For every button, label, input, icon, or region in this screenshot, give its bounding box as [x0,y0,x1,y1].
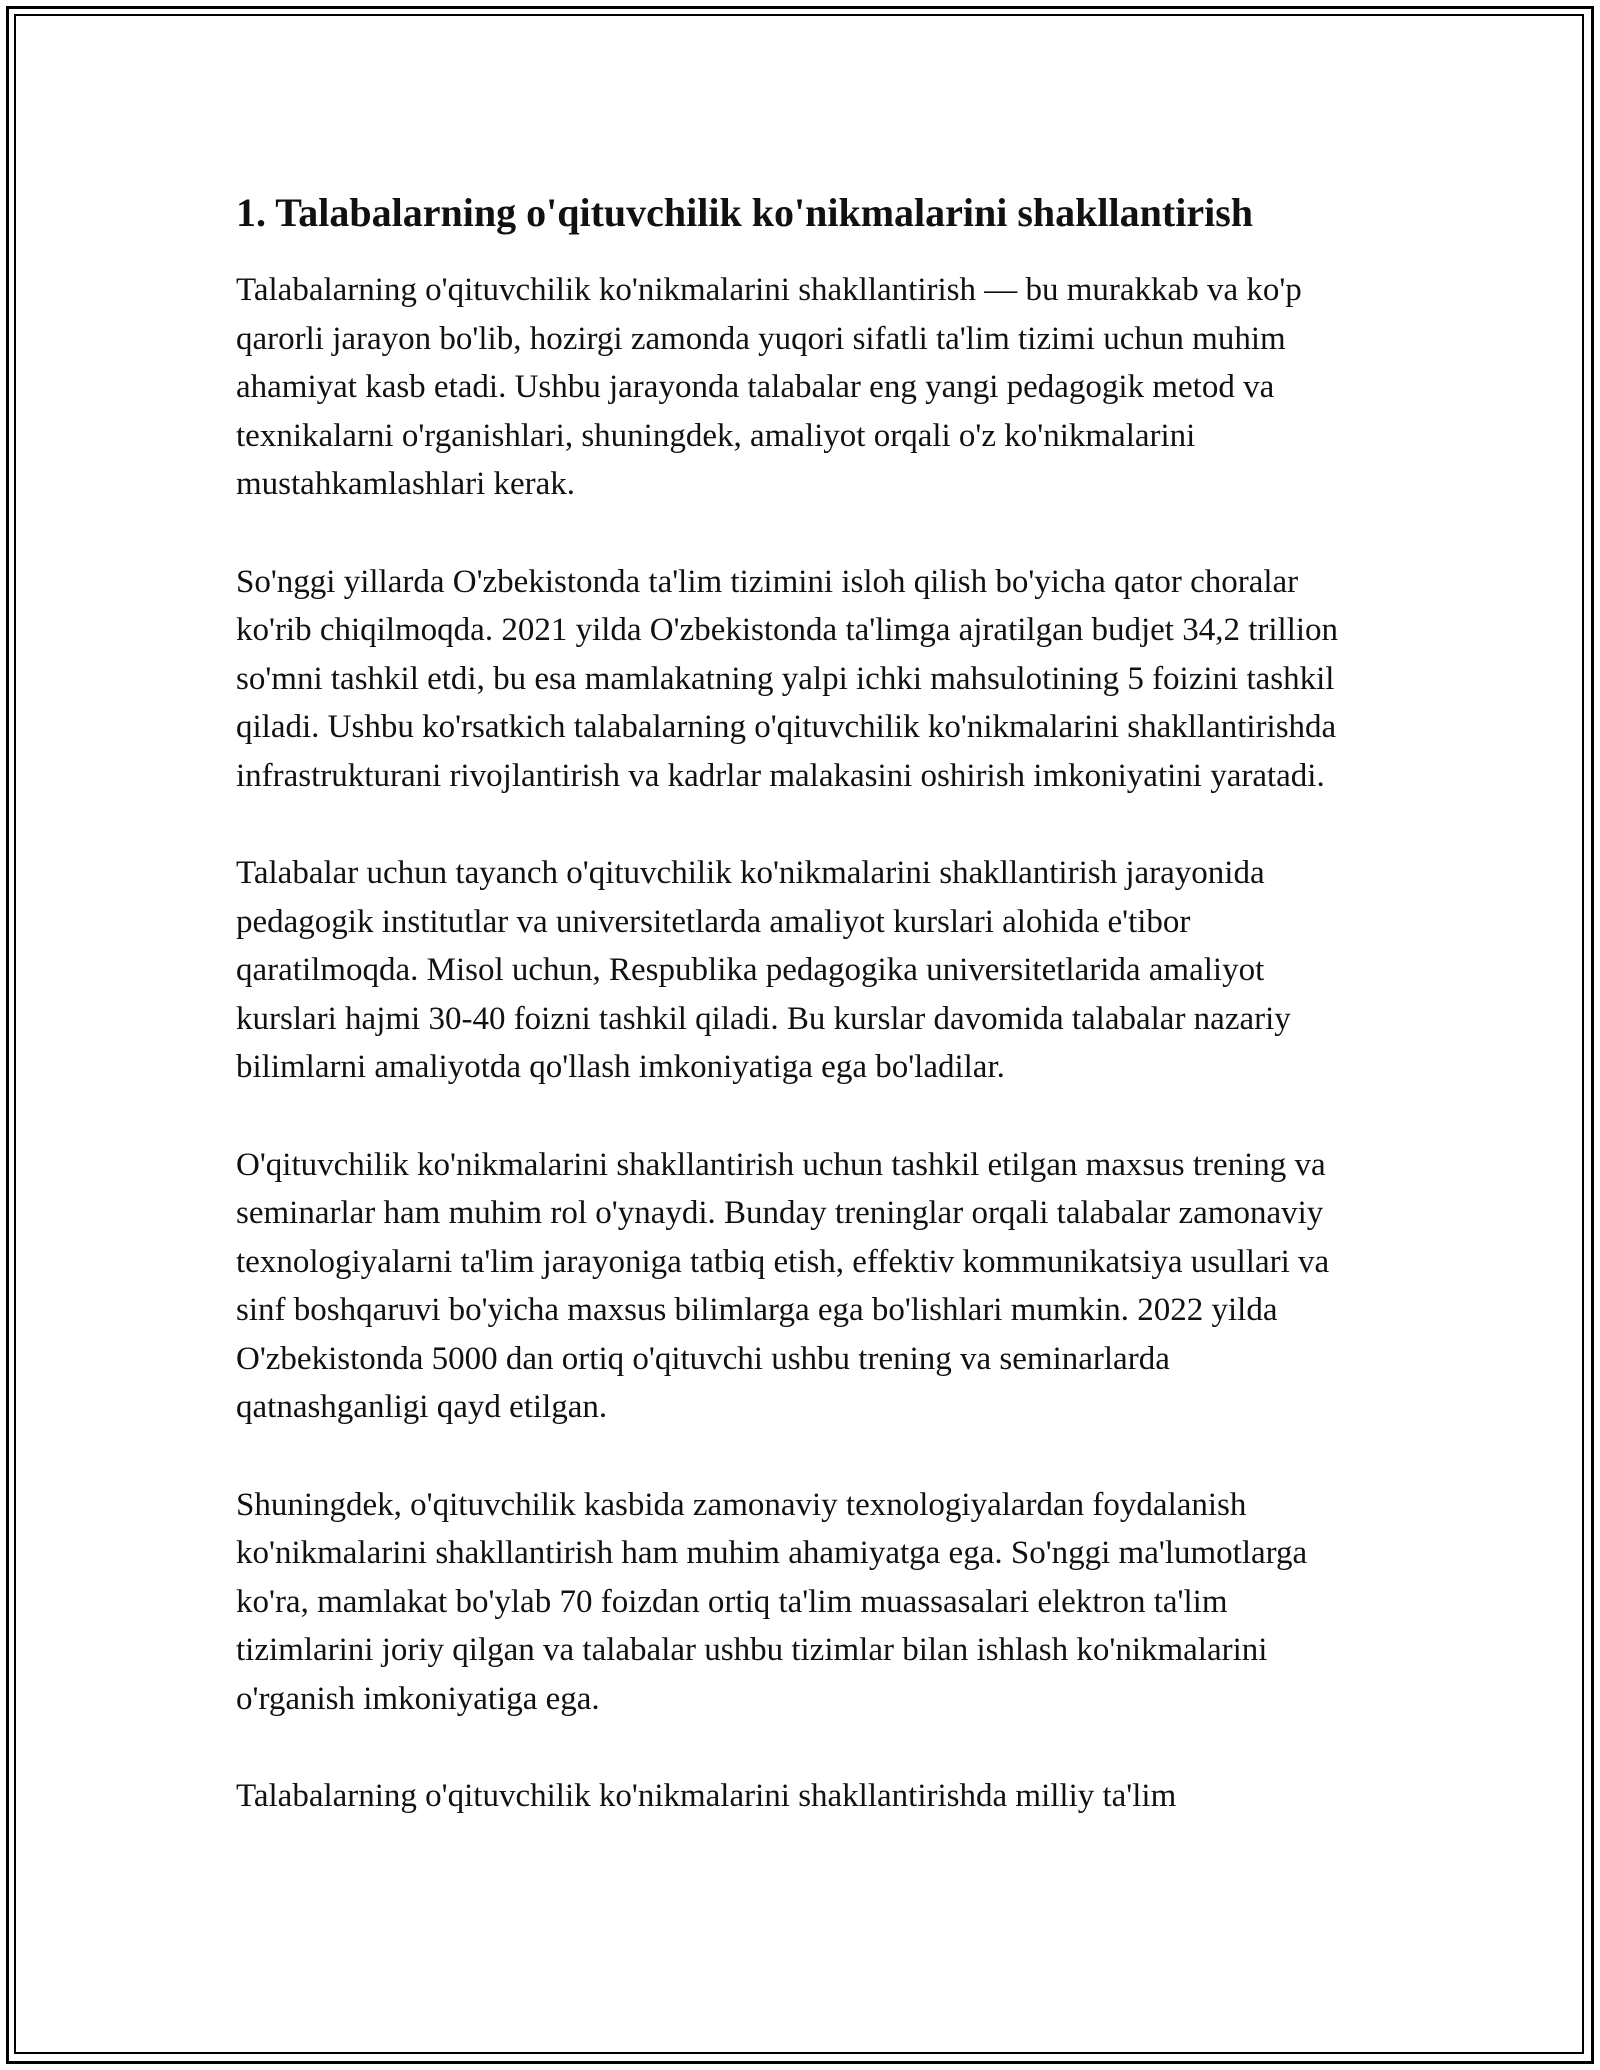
paragraph-2: So'nggi yillarda O'zbekistonda ta'lim tizimini isloh qilish bo'yicha qator choralar ko'rib chiqilmoqda. 2021 yilda O'zbekistonda ta'limga ajratilgan budjet 34,2 trillion so'mni tashkil etdi, bu esa mamlakatning yalpi ichki mahsulotining 5 foizini tashkil qiladi. Ushbu ko'rsatkich talabalarning o'qituvchilik ko'nikmalarini shakllantirishda infrastrukturani rivojlantirish va kadrlar malakasini oshirish imkoniyatini yaratadi. [236,563,1339,794]
document-body [236,186,1366,1870]
paragraph-5: Shuningdek, o'qituvchilik kasbida zamonaviy texnologiyalardan foydalanish ko'nikmalarini shakllantirish ham muhim ahamiyatga ega. So'nggi ma'lumotlarga ko'ra, mamlakat bo'ylab 70 foizdan ortiq ta'lim muassasalari elektron ta'lim tizimlarini joriy qilgan va talabalar ushbu tizimlar bilan ishlash ko'nikmalarini o'rganish imkoniyatiga ega. [236,1486,1308,1717]
paragraph-6: Talabalarning o'qituvchilik ko'nikmalarini shakllantirishda milliy ta'lim [236,1778,1177,1814]
paragraph-1: Talabalarning o'qituvchilik ko'nikmalarini shakllantirish — bu murakkab va ko'p qarorli jarayon bo'lib, hozirgi zamonda yuqori sifatli ta'lim tizimi uchun muhim ahamiyat kasb etadi. Ushbu jarayonda talabalar eng yangi pedagogik metod va texnikalarni o'rganishlari, shuningdek, amaliyot orqali o'z ko'nikmalarini mustahkamlashlari kerak. [236,272,1302,502]
section-heading: 1. Talabalarning o'qituvchilik ko'nikmalarini shakllantirish [236,190,1254,235]
paragraph-3: Talabalar uchun tayanch o'qituvchilik ko'nikmalarini shakllantirish jarayonida pedagogik institutlar va universitetlarda amaliyot kurslari alohida e'tibor qaratilmoqda. Misol uchun, Respublika pedagogika universitetlarida amaliyot kurslari hajmi 30-40 foizni tashkil qiladi. Bu kurslar davomida talabalar nazariy bilimlarni amaliyotda qo'llash imkoniyatiga ega bo'ladilar. [236,855,1291,1085]
paragraph-4: O'qituvchilik ko'nikmalarini shakllantirish uchun tashkil etilgan maxsus trening va seminarlar ham muhim rol o'ynaydi. Bunday treninglar orqali talabalar zamonaviy texnologiyalarni ta'lim jarayoniga tatbiq etish, effektiv kommunikatsiya usullari va sinf boshqaruvi bo'yicha maxsus bilimlarga ega bo'lishlari mumkin. 2022 yilda O'zbekistonda 5000 dan ortiq o'qituvchi ushbu trening va seminarlarda qatnashganligi qayd etilgan. [236,1146,1330,1425]
